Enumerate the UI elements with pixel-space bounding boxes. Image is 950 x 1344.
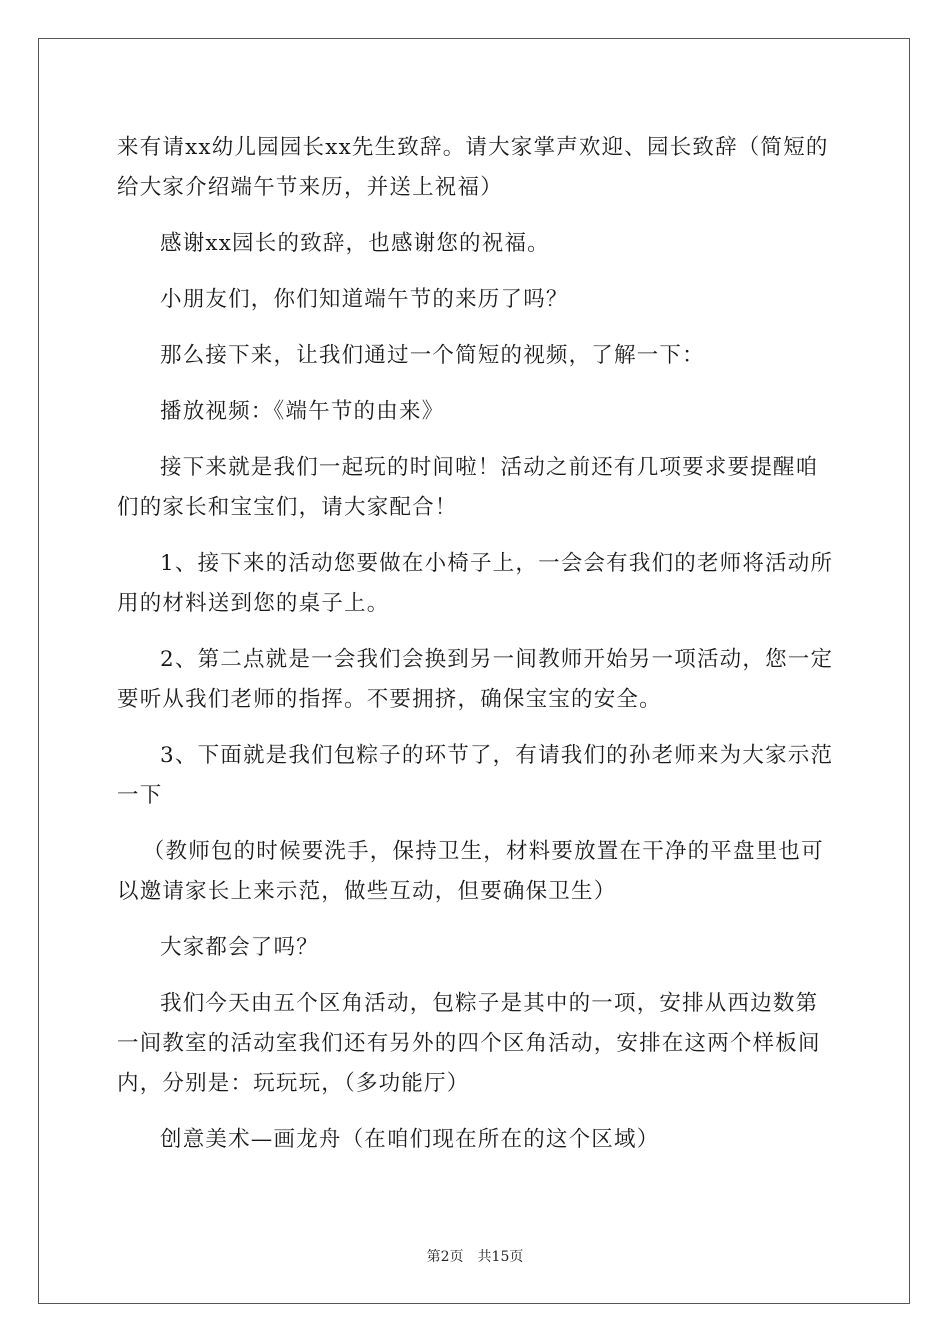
paragraph: 感谢xx园长的致辞，也感谢您的祝福。: [160, 231, 550, 256]
paragraph: 我们今天由五个区角活动，包粽子是其中的一项，安排从西边数第一间教室的活动室我们还有另外的四个区角活动，安排在这两个样板间内，分别是：玩玩玩，（多功能厅）: [117, 991, 821, 1096]
paragraph: 2、第二点就是一会我们会换到另一间教师开始另一项活动，您一定要听从我们老师的指挥。不要拥挤，确保宝宝的安全。: [117, 647, 834, 712]
paragraph: 3、下面就是我们包粽子的环节了，有请我们的孙老师来为大家示范一下: [117, 743, 834, 808]
page-number: 第2页: [426, 1249, 464, 1265]
paragraph: 1、接下来的活动您要做在小椅子上，一会会有我们的老师将活动所用的材料送到您的桌子上。: [117, 551, 834, 616]
total-pages: 共15页: [477, 1249, 524, 1265]
paragraph: 接下来就是我们一起玩的时间啦！活动之前还有几项要求要提醒咱们的家长和宝宝们，请大家配合！: [117, 455, 819, 520]
page-footer: [0, 1246, 950, 1266]
document-body: [117, 128, 835, 1176]
paragraph: 大家都会了吗？: [160, 935, 319, 960]
paragraph: 播放视频：《端午节的由来》: [160, 399, 445, 424]
paragraph: 来有请xx幼儿园园长xx先生致辞。请大家掌声欢迎、园长致辞（简短的给大家介绍端午节来历，并送上祝福）: [117, 135, 829, 200]
paragraph: 那么接下来，让我们通过一个简短的视频，了解一下：: [160, 343, 705, 368]
paragraph: （教师包的时候要洗手，保持卫生，材料要放置在干净的平盘里也可以邀请家长上来示范，做些互动，但要确保卫生）: [117, 839, 824, 904]
paragraph: 小朋友们，你们知道端午节的来历了吗？: [160, 287, 569, 312]
paragraph: 创意美术—画龙舟（在咱们现在所在的这个区域）: [160, 1127, 660, 1152]
